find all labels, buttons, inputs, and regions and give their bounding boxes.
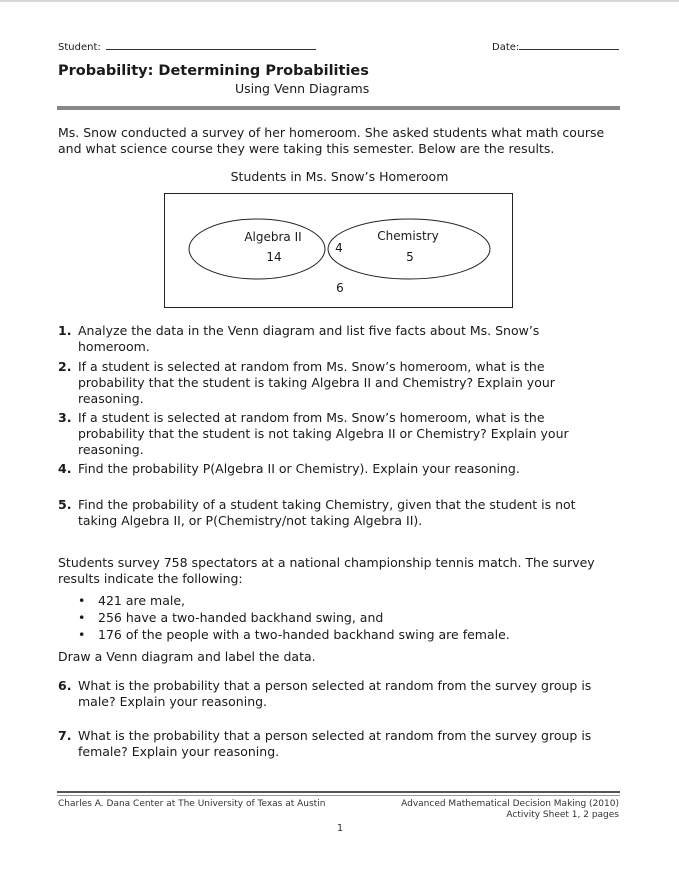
page-subtitle: Using Venn Diagrams <box>235 81 370 96</box>
student-field <box>58 40 316 53</box>
overlap-value: 4 <box>335 241 343 255</box>
question-text: Find the probability P(Algebra II or Chemistry). Explain your reasoning. <box>78 461 520 476</box>
question-text: Find the probability of a student taking Chemistry, given that the student is not taking Algebra II, or P(Chemistry/not taking Algebra II). <box>78 497 576 528</box>
footer-right-line1: Advanced Mathematical Decision Making (2010) <box>401 799 619 809</box>
page-number: 1 <box>336 823 344 834</box>
venn-caption-text: Students in Ms. Snow’s Homeroom <box>230 169 449 184</box>
question-number: 7. <box>58 728 72 743</box>
question-number: 2. <box>58 359 72 374</box>
date-field <box>492 40 619 53</box>
question-number: 1. <box>58 323 72 338</box>
bullet-icon: • <box>78 627 86 642</box>
question-text: If a student is selected at random from Ms. Snow’s homeroom, what is the probability that the student is taking Algebra II and Chemistry? Explain your reasoning. <box>78 359 555 406</box>
bullet-text: 421 are male, <box>98 593 185 608</box>
survey-intro: Students survey 758 spectators at a national championship tennis match. The survey results indicate the following: <box>58 555 595 586</box>
outside-value: 6 <box>336 281 344 295</box>
footer-rule-bottom <box>57 795 620 796</box>
question-text: What is the probability that a person selected at random from the survey group is female? Explain your reasoning. <box>78 728 592 759</box>
question-5 <box>58 497 618 528</box>
venn-caption <box>0 169 679 185</box>
question-7 <box>58 728 618 759</box>
chemistry-value: 5 <box>406 250 414 264</box>
question-number: 6. <box>58 678 72 693</box>
question-text: Analyze the data in the Venn diagram and list five facts about Ms. Snow’s homeroom. <box>78 323 540 354</box>
footer-left: Charles A. Dana Center at The University of Texas at Austin <box>58 799 326 809</box>
bullet-icon: • <box>78 593 86 608</box>
algebra-value: 14 <box>266 250 282 264</box>
algebra-circle <box>189 219 325 279</box>
venn-diagram <box>164 193 514 309</box>
bullet-text: 176 of the people with a two-handed backhand swing are female. <box>98 627 510 642</box>
footer-right-line2: Activity Sheet 1, 2 pages <box>506 810 619 820</box>
date-label: Date: <box>492 42 520 53</box>
student-name-line[interactable] <box>106 40 316 50</box>
chemistry-circle <box>328 219 490 279</box>
survey-instruction: Draw a Venn diagram and label the data. <box>58 649 316 664</box>
top-border <box>0 0 679 2</box>
bullet-icon: • <box>78 610 86 625</box>
student-label: Student: <box>58 42 101 53</box>
question-2 <box>58 359 618 406</box>
bullet-text: 256 have a two-handed backhand swing, and <box>98 610 384 625</box>
question-4 <box>58 461 618 477</box>
chemistry-label: Chemistry <box>377 229 439 243</box>
algebra-label: Algebra II <box>244 230 302 244</box>
question-text: If a student is selected at random from Ms. Snow’s homeroom, what is the probability that the student is not taking Algebra II or Chemistry? Explain your reasoning. <box>78 410 569 457</box>
intro-paragraph: Ms. Snow conducted a survey of her homeroom. She asked students what math course and what science course they were taking this semester. Below are the results. <box>58 125 605 156</box>
question-number: 4. <box>58 461 72 476</box>
question-1 <box>58 323 618 354</box>
question-text: What is the probability that a person selected at random from the survey group is male? Explain your reasoning. <box>78 678 592 709</box>
page-title: Probability: Determining Probabilities <box>58 63 369 79</box>
footer-rule-top <box>57 791 620 793</box>
question-6 <box>58 678 618 709</box>
header-rule <box>57 106 620 110</box>
question-number: 5. <box>58 497 72 512</box>
date-line[interactable] <box>519 40 619 50</box>
question-number: 3. <box>58 410 72 425</box>
question-3 <box>58 410 618 457</box>
